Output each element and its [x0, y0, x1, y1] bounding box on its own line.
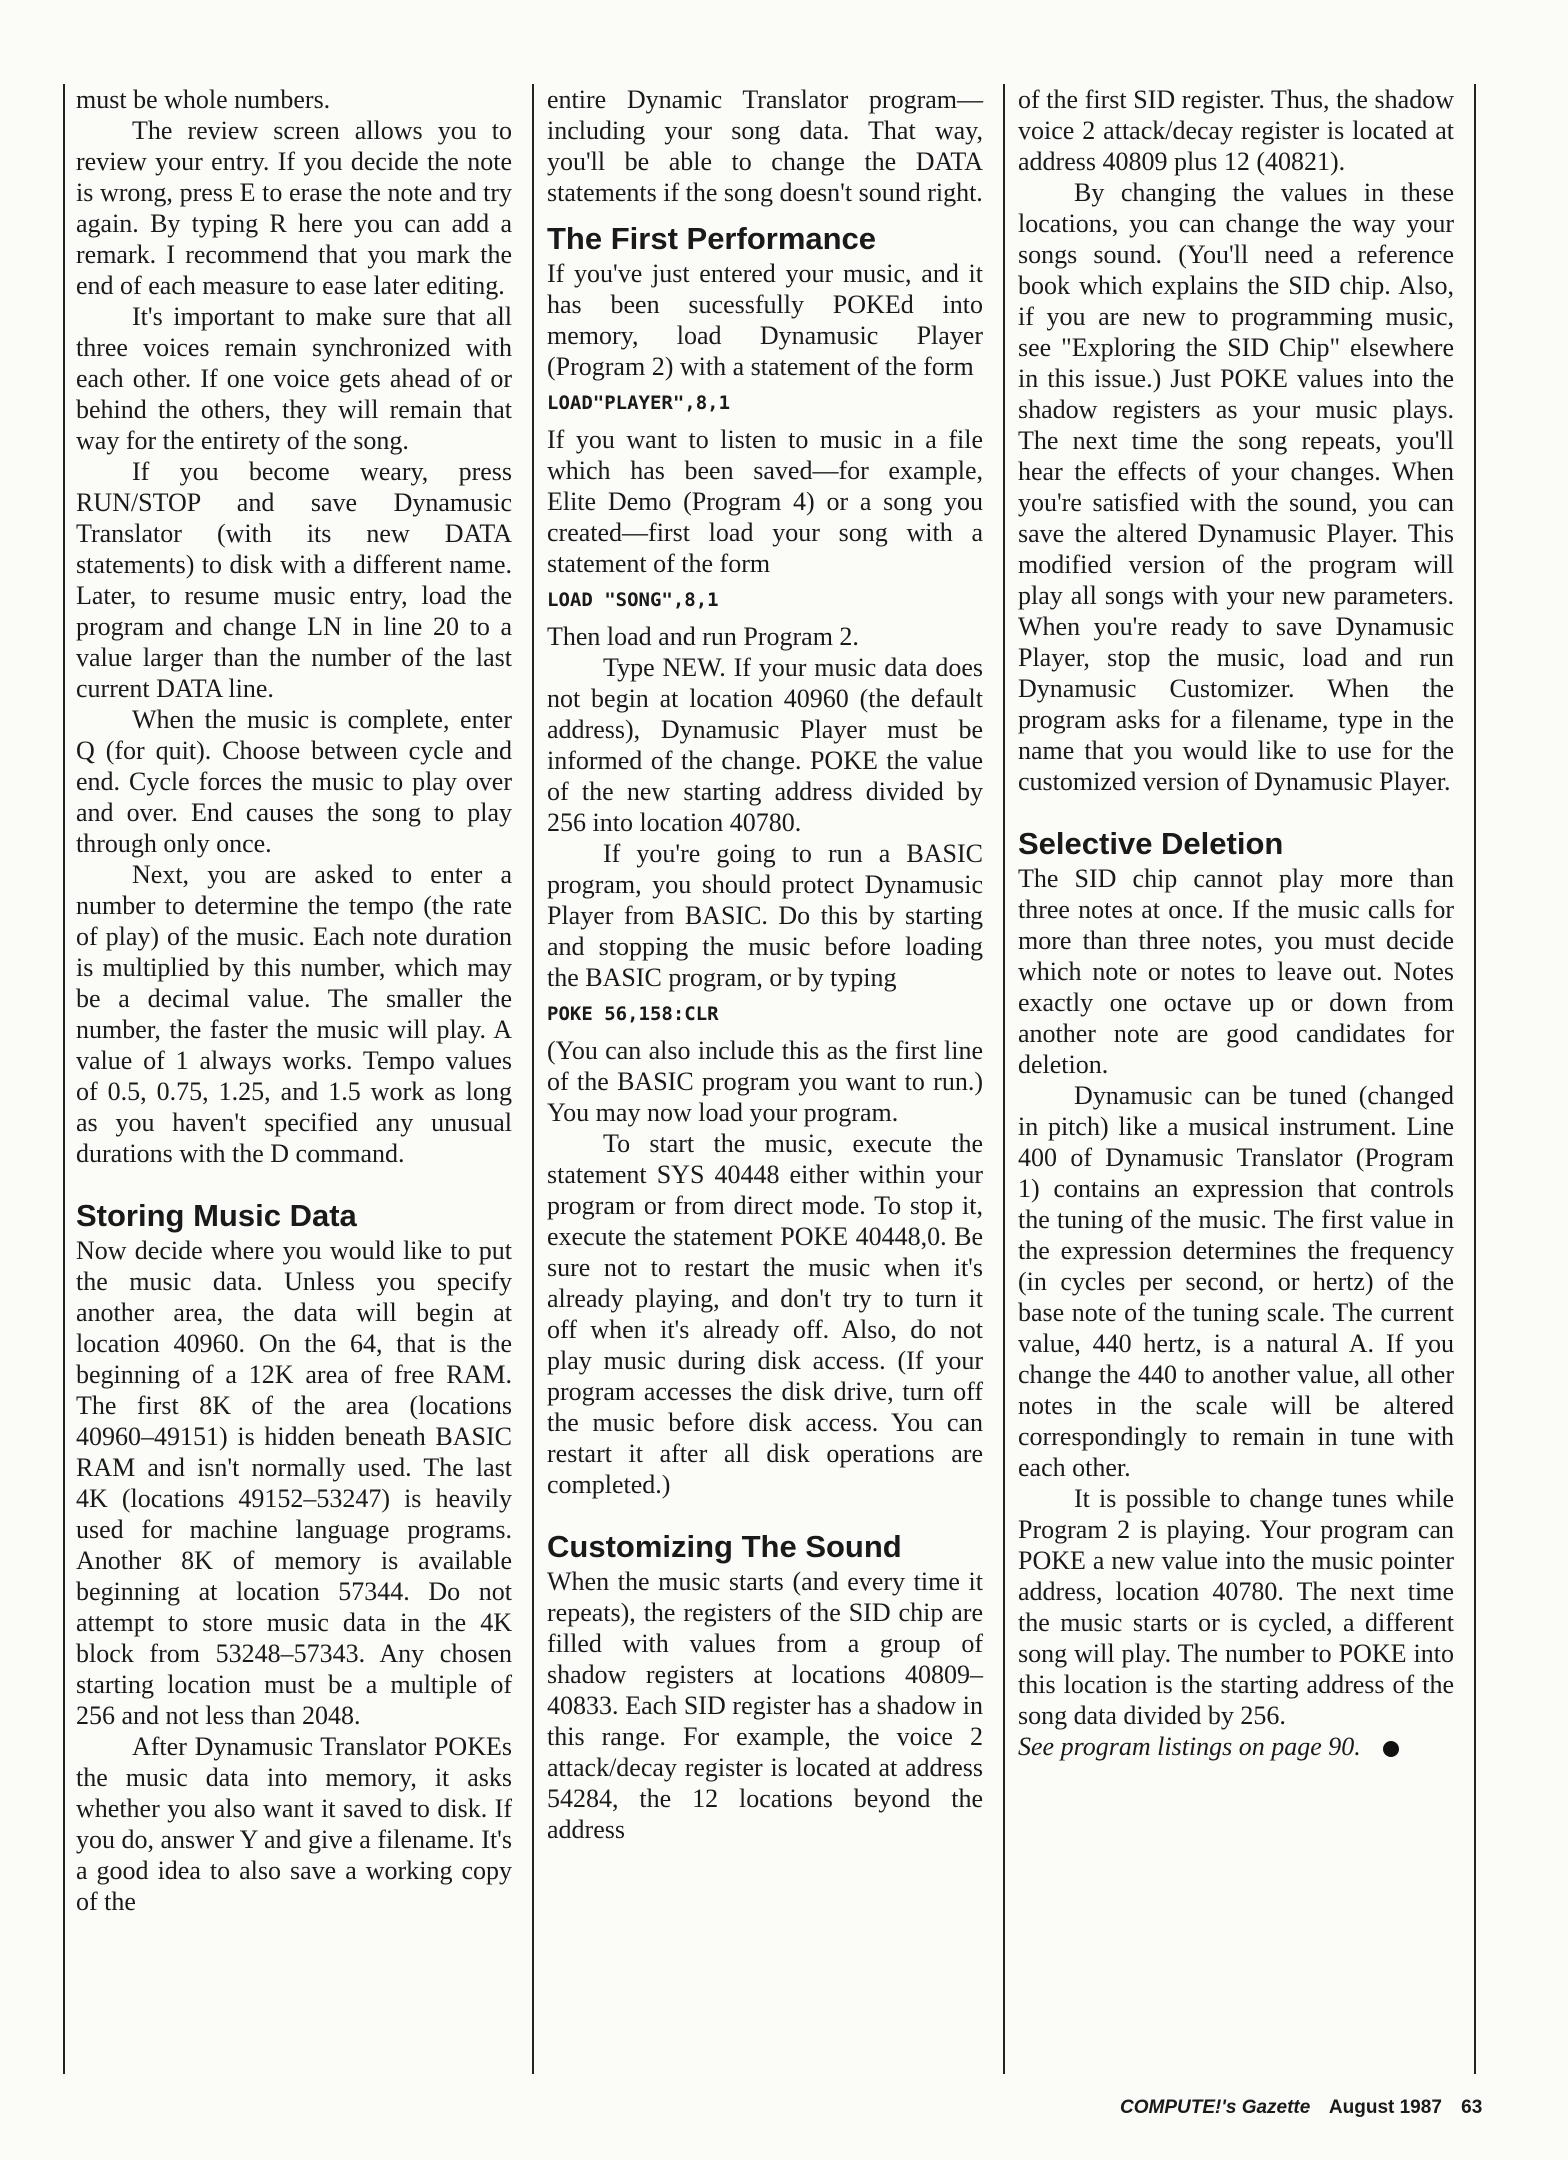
- column-3: [1018, 84, 1454, 1762]
- paragraph: If you're going to run a BASIC program, you should protect Dynamusic Player from BASIC. Do this by starting and stopping the music before loading the BASIC program, or by typing: [547, 839, 983, 992]
- paragraph: of the first SID register. Thus, the shadow voice 2 attack/decay register is located at address 40809 plus 12 (40821).: [1018, 85, 1454, 176]
- column-1: [76, 84, 512, 1917]
- footer-publication: COMPUTE!'s Gazette: [1120, 2097, 1311, 2118]
- paragraph: After Dynamusic Translator POKEs the music data into memory, it asks whether you also want it saved to disk. If you do, answer Y and give a filename. It's a good idea to also save a working copy of the: [76, 1732, 512, 1916]
- paragraph: Next, you are asked to enter a number to determine the tempo (the rate of play) of the music. Each note duration is multiplied by this number, which may be a decimal value. The smaller the number, the faster the music will play. A value of 1 always works. Tempo values of 0.5, 0.75, 1.25, and 1.5 work as long as you haven't specified any unusual durations with the D command.: [76, 860, 512, 1168]
- column-rule-left: [63, 84, 65, 2074]
- column-rule-1: [532, 84, 534, 2074]
- column-rule-right: [1474, 84, 1476, 2074]
- paragraph: Type NEW. If your music data does not begin at location 40960 (the default address), Dynamusic Player must be informed of the change. POKE the value of the new starting address divided by 256 into location 40780.: [547, 653, 983, 837]
- paragraph: Dynamusic can be tuned (changed in pitch) like a musical instrument. Line 400 of Dynamusic Translator (Program 1) contains an expression that controls the tuning of the music. The first value in the expression determines the frequency (in cycles per second, or hertz) of the base note of the tuning scale. The current value, 440 hertz, is a natural A. If you change the 440 to another value, all other notes in the scale will be altered correspondingly to remain in tune with each other.: [1018, 1081, 1454, 1482]
- paragraph: When the music is complete, enter Q (for quit). Choose between cycle and end. Cycle forces the music to play over and over. End causes the song to play through only once.: [76, 705, 512, 858]
- paragraph: If you become weary, press RUN/STOP and save Dynamusic Translator (with its new DATA statements) to disk with a different name. Later, to resume music entry, load the program and change LN in line 20 to a value larger than the number of the last current DATA line.: [76, 457, 512, 703]
- footer-date: August 1987: [1328, 2097, 1442, 2118]
- section-heading-storing-music-data: Storing Music Data: [76, 1198, 357, 1233]
- column-rule-2: [1003, 84, 1005, 2074]
- section-heading-customizing-sound: Customizing The Sound: [547, 1529, 902, 1564]
- paragraph: The SID chip cannot play more than three notes at once. If the music calls for more than three notes, you must decide which note or notes to leave out. Notes exactly one octave up or down from another note are good candidates for deletion.: [1018, 864, 1454, 1079]
- see-listings-note: [1018, 1731, 1454, 1762]
- paragraph: must be whole numbers.: [76, 85, 331, 114]
- paragraph: If you've just entered your music, and it has been sucessfully POKEd into memory, load Dynamusic Player (Program 2) with a statement of the form: [547, 259, 983, 381]
- see-listings-text: See program listings on page 90.: [1018, 1732, 1361, 1761]
- paragraph: It is possible to change tunes while Program 2 is playing. Your program can POKE a new value into the music pointer address, location 40780. The next time the music starts or is cycled, a different song will play. The number to POKE into this location is the starting address of the song data divided by 256.: [1018, 1484, 1454, 1730]
- paragraph: By changing the values in these locations, you can change the way your songs sound. (You'll need a reference book which explains the SID chip. Also, if you are new to programming music, see "Exploring the SID Chip" elsewhere in this issue.) Just POKE values into the shadow registers as your music plays. The next time the song repeats, you'll hear the effects of your changes. When you're satisfied with the sound, you can save the altered Dynamusic Player. This modified version of the program will play all songs with your new parameters. When you're ready to save Dynamusic Player, stop the music, load and run Dynamusic Customizer. When the program asks for a filename, type in the name that you would like to use for the customized version of Dynamusic Player.: [1018, 178, 1454, 796]
- paragraph: (You can also include this as the first line of the BASIC program you want to run.) You may now load your program.: [547, 1036, 983, 1127]
- code-statement: LOAD "SONG",8,1: [547, 589, 719, 611]
- paragraph: entire Dynamic Translator program—including your song data. That way, you'll be able to change the DATA statements if the song doesn't sound right.: [547, 85, 983, 207]
- paragraph: To start the music, execute the statement SYS 40448 either within your program or from direct mode. To stop it, execute the statement POKE 40448,0. Be sure not to restart the music when it's already playing, and don't try to turn it off when it's already off. Also, do not play music during disk access. (If your program accesses the disk drive, turn off the music before disk access. You can restart it after all disk operations are completed.): [547, 1129, 983, 1499]
- page-footer: [1120, 2097, 1496, 2119]
- paragraph: If you want to listen to music in a file which has been saved—for example, Elite Demo (Program 4) or a song you created—first load your song with a statement of the form: [547, 425, 983, 578]
- section-heading-first-performance: The First Performance: [547, 221, 877, 256]
- code-statement: POKE 56,158:CLR: [547, 1003, 719, 1025]
- paragraph: When the music starts (and every time it repeats), the registers of the SID chip are filled with values from a group of shadow registers at locations 40809–40833. Each SID register has a shadow in this range. For example, the voice 2 attack/decay register is located at address 54284, the 12 locations beyond the address: [547, 1567, 983, 1844]
- paragraph: The review screen allows you to review your entry. If you decide the note is wrong, press E to erase the note and try again. By typing R here you can add a remark. I recommend that you mark the end of each measure to ease later editing.: [76, 116, 512, 300]
- section-heading-selective-deletion: Selective Deletion: [1018, 826, 1284, 861]
- paragraph: It's important to make sure that all three voices remain synchronized with each other. If one voice gets ahead of or behind the others, they will remain that way for the entirety of the song.: [76, 302, 512, 455]
- paragraph: Now decide where you would like to put the music data. Unless you specify another area, the data will begin at location 40960. On the 64, that is the beginning of a 12K area of free RAM. The first 8K of the area (locations 40960–49151) is hidden beneath BASIC RAM and isn't normally used. The last 4K (locations 49152–53247) is heavily used for machine language programs. Another 8K of memory is available beginning at location 57344. Do not attempt to store music data in the 4K block from 53248–57343. Any chosen starting location must be a multiple of 256 and not less than 2048.: [76, 1236, 512, 1730]
- column-2: [547, 84, 983, 1845]
- paragraph: Then load and run Program 2.: [547, 622, 859, 651]
- end-of-article-icon: [1383, 1741, 1399, 1757]
- footer-page-number: 63: [1461, 2097, 1483, 2118]
- code-statement: LOAD"PLAYER",8,1: [547, 392, 731, 414]
